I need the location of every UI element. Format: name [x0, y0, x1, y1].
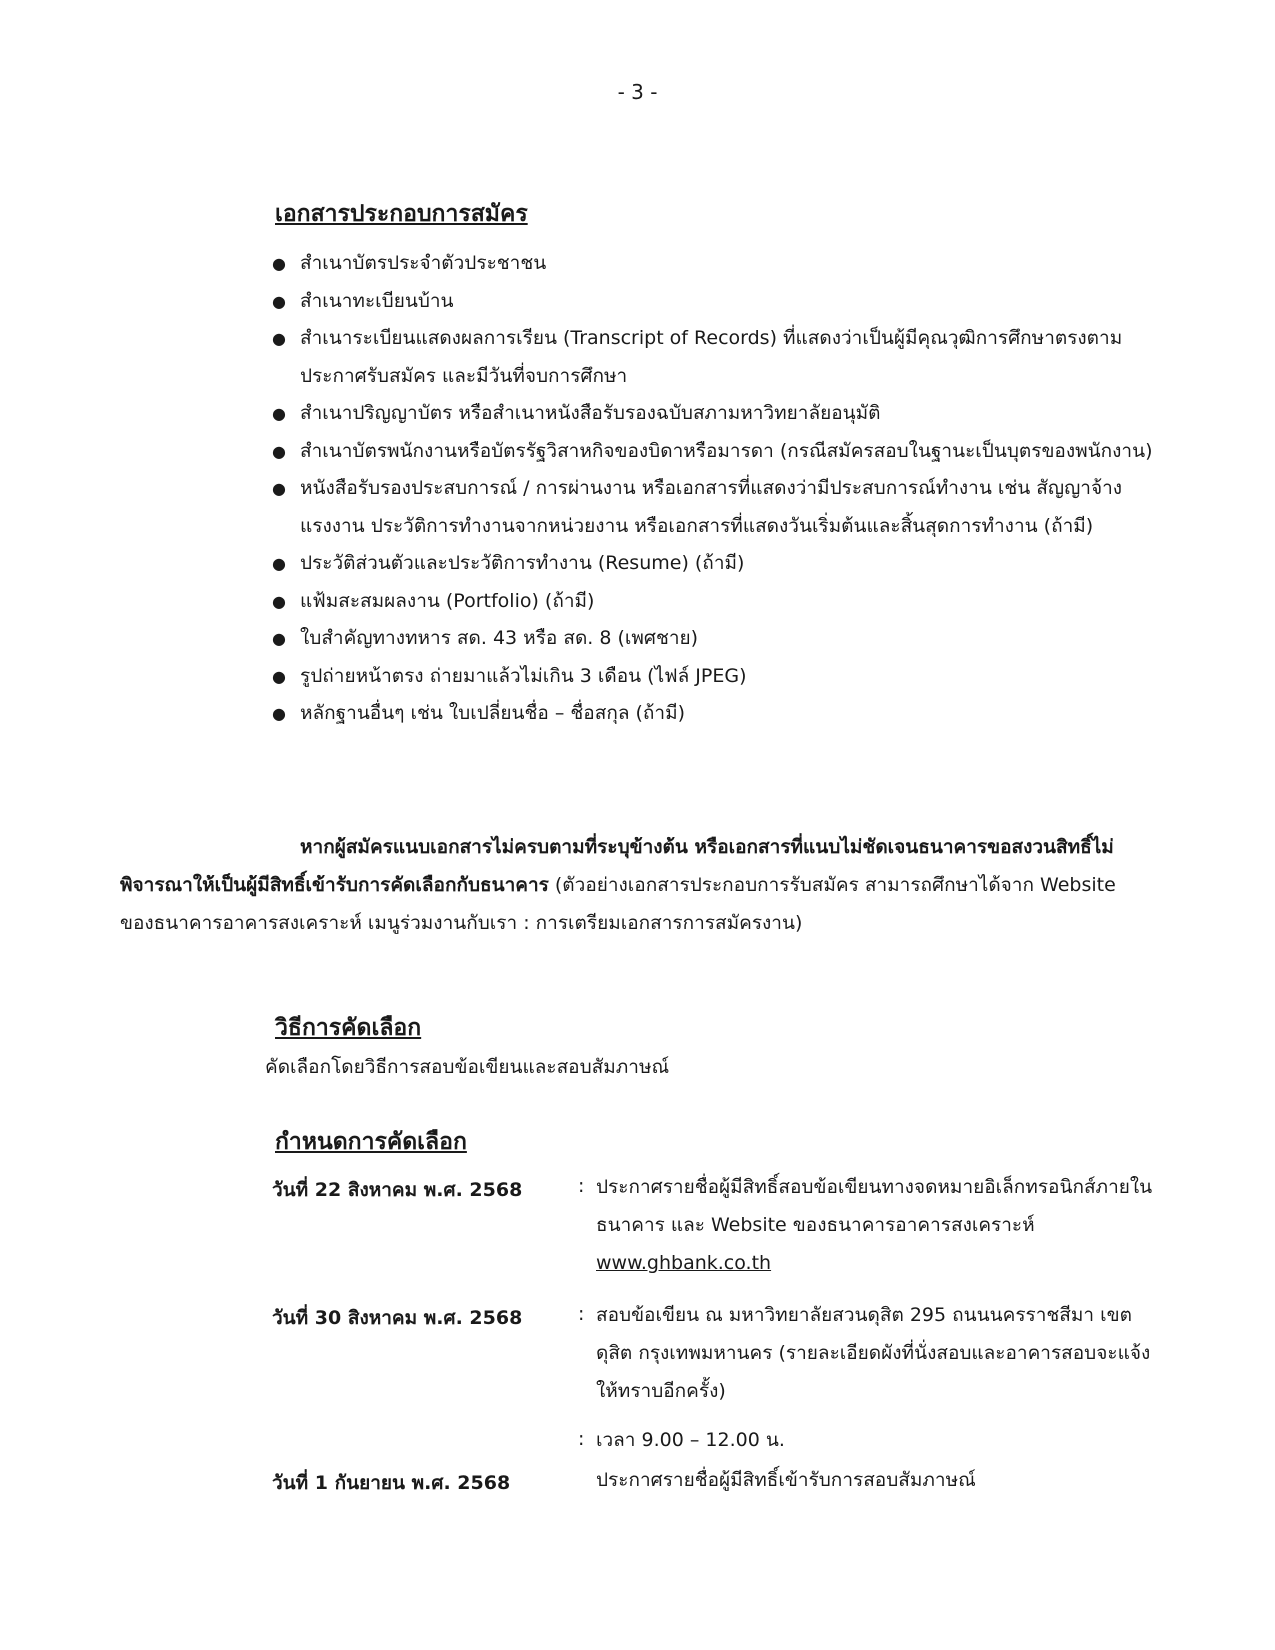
document-item: ● สำเนาระเบียนแสดงผลการเรียน (Transcript of Records) ที่แสดงว่าเป็นผู้มีคุณวุฒิการศึกษาตรงตามประกาศรับสมัคร และมีวันที่จบการศึกษา	[272, 320, 1172, 395]
document-item: ● รูปถ่ายหน้าตรง ถ่ายมาแล้วไม่เกิน 3 เดือน (ไฟล์ JPEG)	[272, 658, 1172, 696]
note-text: (ตัวอย่างเอกสารประกอบการรับสมัคร สามารถศึกษาได้จาก Website ของธนาคารอาคารสงเคราะห์ เมนูร่วมงานกับเรา : การเตรียมเอกสารการสมัครงาน)	[120, 874, 1116, 934]
schedule-description: ประกาศรายชื่อผู้มีสิทธิ์เข้ารับการสอบสัมภาษณ์	[596, 1469, 976, 1491]
document-item: ● ใบสำคัญทางทหาร สด. 43 หรือ สด. 8 (เพศชาย)	[272, 620, 1172, 658]
document-item: ● สำเนาบัตรประจำตัวประชาชน	[272, 245, 1172, 283]
document-item: ● แฟ้มสะสมผลงาน (Portfolio) (ถ้ามี)	[272, 583, 1172, 621]
schedule-date: วันที่ 30 สิงหาคม พ.ศ. 2568	[272, 1307, 523, 1329]
document-item: ● หนังสือรับรองประสบการณ์ / การผ่านงาน หรือเอกสารที่แสดงว่ามีประสบการณ์ทำงาน เช่น สัญญาจ้างแรงงาน ประวัติการทำงานจากหน่วยงาน หรือเอกสารที่แสดงวันเริ่มต้นและสิ้นสุดการทำงาน (ถ้ามี)	[272, 470, 1172, 545]
page-number: - 3 -	[617, 80, 658, 104]
website-link[interactable]: www.ghbank.co.th	[596, 1252, 772, 1274]
document-item: ● ประวัติส่วนตัวและประวัติการทำงาน (Resume) (ถ้ามี)	[272, 545, 1172, 583]
selection-method-text: คัดเลือกโดยวิธีการสอบข้อเขียนและสอบสัมภาษณ์	[265, 1056, 670, 1078]
schedule-description: ประกาศรายชื่อผู้มีสิทธิ์สอบข้อเขียนทางจดหมายอิเล็กทรอนิกส์ภายในธนาคาร และ Website ของธนาคารอาคารสงเคราะห์	[596, 1176, 1153, 1236]
schedule-date: วันที่ 1 กันยายน พ.ศ. 2568	[272, 1472, 511, 1494]
documents-heading: เอกสารประกอบการสมัคร	[275, 201, 528, 227]
schedule-description: เวลา 9.00 – 12.00 น.	[596, 1429, 785, 1451]
schedule-colon: :	[578, 1175, 585, 1197]
documents-list	[272, 245, 1172, 733]
document-item: ● สำเนาปริญญาบัตร หรือสำเนาหนังสือรับรองฉบับสภามหาวิทยาลัยอนุมัติ	[272, 395, 1172, 433]
schedule-text	[596, 1168, 1156, 1282]
note-bold-text: หากผู้สมัครแนบเอกสารไม่ครบตามที่ระบุข้างต้น หรือเอกสารที่แนบไม่ชัดเจนธนาคารขอสงวนสิทธิ์ไม่พิจารณาให้เป็นผู้มีสิทธิ์เข้ารับการคัดเลือกกับธนาคาร	[120, 836, 1114, 896]
documents-note	[120, 828, 1150, 942]
selection-method-heading: วิธีการคัดเลือก	[275, 1015, 422, 1041]
schedule-heading: กำหนดการคัดเลือก	[275, 1129, 467, 1155]
document-item: ● สำเนาทะเบียนบ้าน	[272, 283, 1172, 321]
schedule-date: วันที่ 22 สิงหาคม พ.ศ. 2568	[272, 1179, 523, 1201]
document-item: ● สำเนาบัตรพนักงานหรือบัตรรัฐวิสาหกิจของบิดาหรือมารดา (กรณีสมัครสอบในฐานะเป็นบุตรของพนักงาน)	[272, 433, 1172, 471]
schedule-colon: :	[578, 1303, 585, 1325]
document-item: ● หลักฐานอื่นๆ เช่น ใบเปลี่ยนชื่อ – ชื่อสกุล (ถ้ามี)	[272, 695, 1172, 733]
schedule-description: สอบข้อเขียน ณ มหาวิทยาลัยสวนดุสิต 295 ถนนนครราชสีมา เขตดุสิต กรุงเทพมหานคร (รายละเอียดผังที่นั่งสอบและอาคารสอบจะแจ้งให้ทราบอีกครั้ง)	[596, 1304, 1151, 1402]
schedule-colon: :	[578, 1428, 585, 1450]
